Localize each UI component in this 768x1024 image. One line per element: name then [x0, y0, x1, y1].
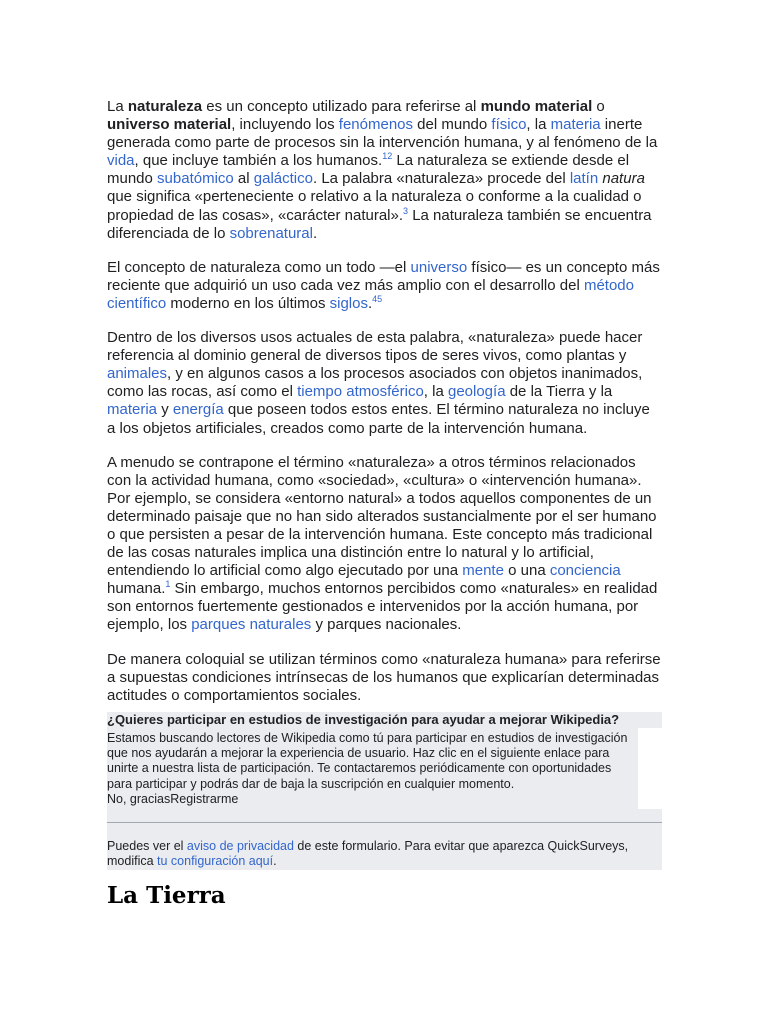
quicksurvey-panel — [107, 712, 662, 884]
text: , la — [423, 383, 448, 401]
text: Puedes ver el — [107, 839, 187, 854]
link-metodo-cientifico[interactable]: método científico — [107, 276, 634, 312]
text: . La palabra «naturaleza» procede del — [312, 170, 570, 188]
survey-actions — [107, 792, 638, 807]
text: , y en algunos casos a los procesos asociados con objetos inanimados, como las rocas, así como el — [107, 365, 643, 401]
survey-body-wrap — [107, 728, 662, 809]
reference-mark[interactable]: 45 — [372, 293, 383, 304]
text: , que incluye también a los humanos. — [134, 152, 383, 170]
link-galactico[interactable]: galáctico — [253, 170, 313, 188]
bold-term: mundo material — [480, 98, 593, 115]
text: moderno en los últimos — [166, 294, 330, 312]
text: y parques nacionales. — [311, 616, 462, 634]
text: físico— es un concepto más reciente que adquirió un uso cada vez más amplio con el desarrollo del — [107, 258, 660, 294]
survey-divider — [107, 822, 662, 823]
link-animales[interactable]: animales — [107, 365, 168, 383]
link-materia[interactable]: materia — [107, 401, 158, 419]
section-heading: La Tierra — [107, 882, 226, 909]
survey-description: Estamos buscando lectores de Wikipedia como tú para participar en estudios de investigación que nos ayudarán a mejorar la experiencia de usuario. Haz clic en el siguiente enlace para unirte a nuestra lista de participación. Te contactaremos periódicamente con oportunidades para participar y podrás dar de baja la suscripción en cualquier momento. — [107, 731, 628, 791]
link-fenomenos[interactable]: fenómenos — [338, 116, 414, 134]
paragraph-2 — [107, 259, 662, 313]
link-universo[interactable]: universo — [410, 258, 468, 276]
text: . — [367, 294, 373, 312]
link-geologia[interactable]: geología — [447, 383, 506, 401]
link-vida[interactable]: vida — [107, 152, 135, 170]
text: El concepto de naturaleza como un todo —el — [107, 258, 411, 276]
text: que poseen todos estos entes. El término naturaleza no incluye a los objetos artificiales, creados como parte de la intervención humana. — [107, 401, 650, 437]
settings-link[interactable]: tu configuración aquí — [157, 854, 274, 869]
text: de la Tierra y la — [505, 383, 613, 401]
link-mente[interactable]: mente — [462, 562, 504, 580]
text: La naturaleza se extiende desde el mundo — [107, 152, 630, 188]
text: inerte generada como parte de procesos sin la intervención humana, y al fenómeno de la — [107, 116, 658, 152]
text: La naturaleza también se encuentra diferenciada de lo — [107, 206, 652, 242]
survey-title: ¿Quieres participar en estudios de investigación para ayudar a mejorar Wikipedia? — [107, 712, 662, 728]
survey-footer — [107, 833, 662, 870]
paragraph-1 — [107, 98, 662, 243]
text: de este formulario. Para evitar que aparezca QuickSurveys, modifica — [107, 839, 629, 869]
text: Sin embargo, muchos entornos percibidos como «naturales» en realidad son entornos fuertemente gestionados e intervenidos por la acción humana, por ejemplo, los — [107, 580, 658, 634]
link-parques-naturales[interactable]: parques naturales — [191, 616, 312, 634]
link-latin[interactable]: latín — [569, 170, 599, 188]
reference-mark[interactable]: 3 — [403, 205, 409, 216]
text: . — [273, 854, 277, 869]
text: humana. — [107, 580, 166, 598]
register-button[interactable]: Registrarme — [170, 791, 239, 806]
text: . — [312, 224, 318, 242]
link-subatomico[interactable]: subatómico — [157, 170, 234, 188]
link-conciencia[interactable]: conciencia — [549, 562, 621, 580]
text: que significa «perteneciente o relativo a la naturaleza o conforme a la cualidad o propiedad de las cosas», «carácter natural». — [107, 188, 642, 224]
bold-term: naturaleza — [127, 98, 203, 115]
link-fisico[interactable]: físico — [491, 116, 527, 134]
text: o una — [503, 562, 550, 580]
text: A menudo se contrapone el término «naturaleza» a otros términos relacionados con la actividad humana, como «sociedad», «cultura» o «intervención humana». Por ejemplo, se considera «entorno natural» a todos aquellos componentes de un determinado paisaje que no han sido alterados sustancialmente por el ser humano o que persisten a pesar de la intervención humana. Este concepto más tradicional de las cosas naturales implica una distinción entre lo natural y lo artificial, entendiendo lo artificial como algo ejecutado por una — [107, 453, 657, 580]
text: De manera coloquial se utilizan términos como «naturaleza humana» para referirse a supuestas condiciones intrínsecas de los humanos que explicarían determinadas actitudes o comportamientos sociales. — [107, 650, 661, 704]
link-sobrenatural[interactable]: sobrenatural — [229, 224, 313, 242]
text: La — [107, 98, 128, 115]
text: Dentro de los diversos usos actuales de esta palabra, «naturaleza» puede hacer referencia al dominio general de diversos tipos de seres vivos, como plantas y — [107, 329, 643, 365]
link-tiempo-atmosferico[interactable]: tiempo atmosférico — [297, 383, 424, 401]
link-siglos[interactable]: siglos — [329, 294, 368, 312]
paragraph-4 — [107, 454, 662, 635]
italic-term: natura — [602, 170, 645, 188]
text: y — [157, 401, 173, 419]
survey-gap — [107, 809, 662, 833]
text: , la — [526, 116, 551, 134]
text: , incluyendo los — [231, 116, 339, 134]
bold-term: universo material — [107, 116, 232, 134]
decline-button[interactable]: No, gracias — [107, 791, 171, 806]
text: es un concepto utilizado para referirse al — [202, 98, 481, 115]
article-content — [107, 98, 662, 721]
survey-body — [107, 728, 638, 809]
text: o — [592, 98, 605, 115]
privacy-notice-link[interactable]: aviso de privacidad — [186, 839, 294, 854]
text: al — [233, 170, 254, 188]
paragraph-3 — [107, 329, 662, 438]
link-energia[interactable]: energía — [172, 401, 224, 419]
paragraph-5 — [107, 651, 662, 705]
link-materia[interactable]: materia — [550, 116, 601, 134]
text: del mundo — [413, 116, 492, 134]
reference-mark[interactable]: 1 — [165, 579, 171, 590]
reference-mark[interactable]: 12 — [382, 151, 393, 162]
